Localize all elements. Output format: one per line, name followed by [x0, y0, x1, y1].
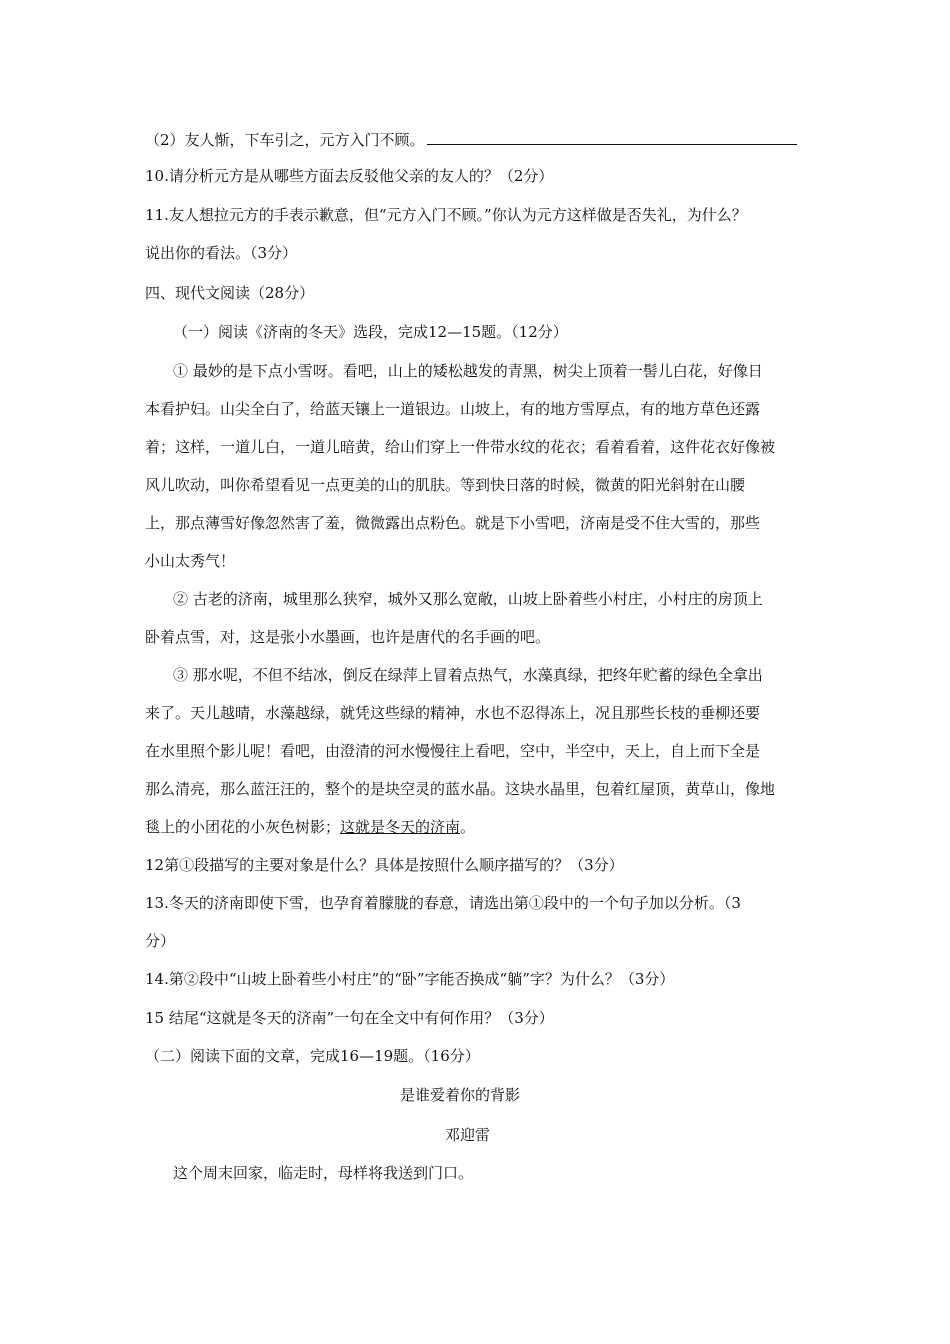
article-title: 是谁爱着你的背影 [400, 1086, 521, 1104]
question-13-line1: 13.冬天的济南即使下雪，也孕育着朦胧的春意，请选出第①段中的一个句子加以分析。（3 [145, 894, 741, 912]
question-9-2: （2）友人惭，下车引之，元方入门不顾。 [145, 130, 797, 150]
paragraph-3-line: 来了。天儿越晴，水藻越绿，就凭这些绿的精神，水也不忍得冻上，况且那些长枝的垂柳还要 [145, 704, 761, 722]
subsection-2-heading: （二）阅读下面的文章，完成16—19题。（16分） [145, 1047, 480, 1065]
question-13-line2: 分） [145, 932, 176, 950]
question-15: 15 结尾“这就是冬天的济南”一句在全文中有何作用？（3分） [145, 1009, 554, 1027]
article-author: 邓迎雷 [445, 1126, 491, 1144]
question-11-line1: 11.友人想拉元方的手表示歉意，但“元方入门不顾。”你认为元方这样做是否失礼，为什么？ [145, 206, 747, 224]
paragraph-3-line: 在水里照个影儿呢！看吧，由澄清的河水慢慢往上看吧，空中，半空中，天上，自上而下全是 [145, 742, 761, 760]
subsection-1-heading: （一）阅读《济南的冬天》选段，完成12—15题。（12分） [173, 323, 568, 341]
answer-blank [427, 130, 797, 145]
section-4-heading: 四、现代文阅读（28分） [145, 284, 315, 302]
underlined-sentence: 这就是冬天的济南 [340, 818, 461, 836]
question-12: 12第①段描写的主要对象是什么？具体是按照什么顺序描写的？（3分） [145, 856, 624, 874]
question-14: 14.第②段中“山坡上卧着些小村庄”的“卧”字能否换成“躺”字？为什么？（3分） [145, 970, 675, 988]
article-body-line: 这个周末回家，临走时，母样将我送到门口。 [173, 1164, 474, 1182]
paragraph-3-line: 那么清亮，那么蓝汪汪的，整个的是块空灵的蓝水晶。这块水晶里，包着红屋顶，黄草山，像地 [145, 780, 776, 798]
paragraph-1-line: 本看护妇。山尖全白了，给蓝天镶上一道银边。山坡上，有的地方雪厚点，有的地方草色还露 [145, 400, 761, 418]
paragraph-2-line: ② 古老的济南，城里那么狭窄，城外又那么宽敞，山坡上卧着些小村庄，小村庄的房顶上 [173, 590, 763, 608]
paragraph-2-line: 卧着点雪，对，这是张小水墨画，也许是唐代的名手画的吧。 [145, 628, 551, 646]
paragraph-1-line: 小山太秀气！ [145, 552, 236, 570]
paragraph-1-line: 风儿吹动，叫你希望看见一点更美的山的肌肤。等到快日落的时候，微黄的阳光斜射在山腰 [145, 476, 746, 494]
question-11-line2: 说出你的看法。（3分） [145, 244, 298, 262]
paragraph-1-line: 上，那点薄雪好像忽然害了羞，微微露出点粉色。就是下小雪吧，济南是受不住大雪的，那些 [145, 514, 761, 532]
paragraph-3-line: 毯上的小团花的小灰色树影；这就是冬天的济南。 [145, 818, 476, 836]
paragraph-3-line: ③ 那水呢，不但不结冰，倒反在绿萍上冒着点热气，水藻真绿，把终年贮蓄的绿色全拿出 [173, 666, 763, 684]
paragraph-1-line: 着；这样，一道儿白，一道儿暗黄，给山们穿上一件带水纹的花衣；看着看着，这件花衣好像被 [145, 438, 776, 456]
paragraph-1-line: ① 最妙的是下点小雪呀。看吧，山上的矮松越发的青黑，树尖上顶着一髻儿白花，好像日 [173, 362, 763, 380]
question-10: 10.请分析元方是从哪些方面去反驳他父亲的友人的？（2分） [145, 167, 554, 185]
